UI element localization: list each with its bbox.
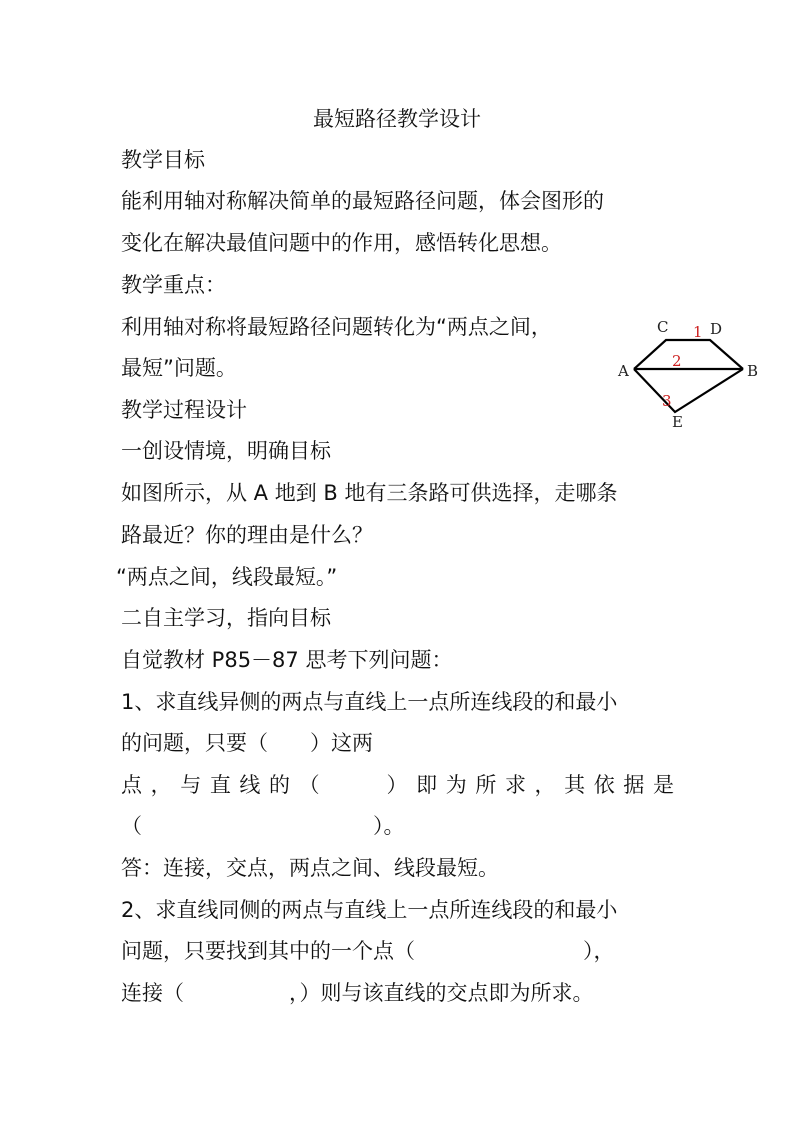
goal-text-line-1: 能利用轴对称解决简单的最短路径问题，体会图形的 — [121, 189, 604, 213]
label-a: A — [618, 362, 629, 380]
part2-intro: 自觉教材 P85－87 思考下列问题： — [121, 648, 453, 672]
part1-text-line-1: 如图所示，从 A 地到 B 地有三条路可供选择，走哪条 — [121, 481, 618, 505]
part1-answer: “两点之间，线段最短。” — [116, 565, 338, 589]
question-1-line-2: 的问题，只要（ ）这两 — [121, 731, 373, 755]
key-text-line-1: 利用轴对称将最短路径问题转化为“两点之间， — [121, 315, 552, 339]
key-text-line-2: 最短”问题。 — [121, 356, 237, 380]
question-1-line-3: 点 ， 与 直 线 的 （ ） 即 为 所 求 ， 其 依 据 是 — [121, 773, 674, 797]
question-2-line-3: 连接（ ，）则与该直线的交点即为所求。 — [121, 981, 594, 1005]
heading-teaching-goal: 教学目标 — [121, 148, 205, 172]
heading-teaching-process: 教学过程设计 — [121, 398, 247, 422]
part1-heading: 一创设情境，明确目标 — [121, 439, 331, 463]
route-3-line — [634, 369, 743, 412]
heading-teaching-key: 教学重点： — [121, 273, 226, 297]
label-b: B — [747, 362, 759, 380]
route-number-1: 1 — [693, 323, 703, 341]
route-number-3: 3 — [662, 392, 672, 410]
part1-text-line-2: 路最近？你的理由是什么？ — [121, 523, 373, 547]
label-e: E — [672, 413, 683, 431]
route-1-line — [634, 340, 743, 369]
document-title: 最短路径教学设计 — [313, 107, 481, 131]
question-1-answer: 答：连接，交点，两点之间、线段最短。 — [121, 856, 499, 880]
question-1-line-4: （ ）。 — [121, 814, 405, 838]
question-1-line-1: 1、求直线异侧的两点与直线上一点所连线段的和最小 — [121, 690, 618, 714]
label-c: C — [657, 318, 669, 336]
label-d: D — [710, 320, 723, 338]
question-2-line-1: 2、求直线同侧的两点与直线上一点所连线段的和最小 — [121, 898, 618, 922]
goal-text-line-2: 变化在解决最值问题中的作用，感悟转化思想。 — [121, 231, 562, 255]
part2-heading: 二自主学习，指向目标 — [121, 606, 331, 630]
question-2-line-2: 问题，只要找到其中的一个点（ ）， — [121, 939, 615, 963]
route-number-2: 2 — [672, 352, 682, 370]
route-diagram — [610, 314, 770, 434]
